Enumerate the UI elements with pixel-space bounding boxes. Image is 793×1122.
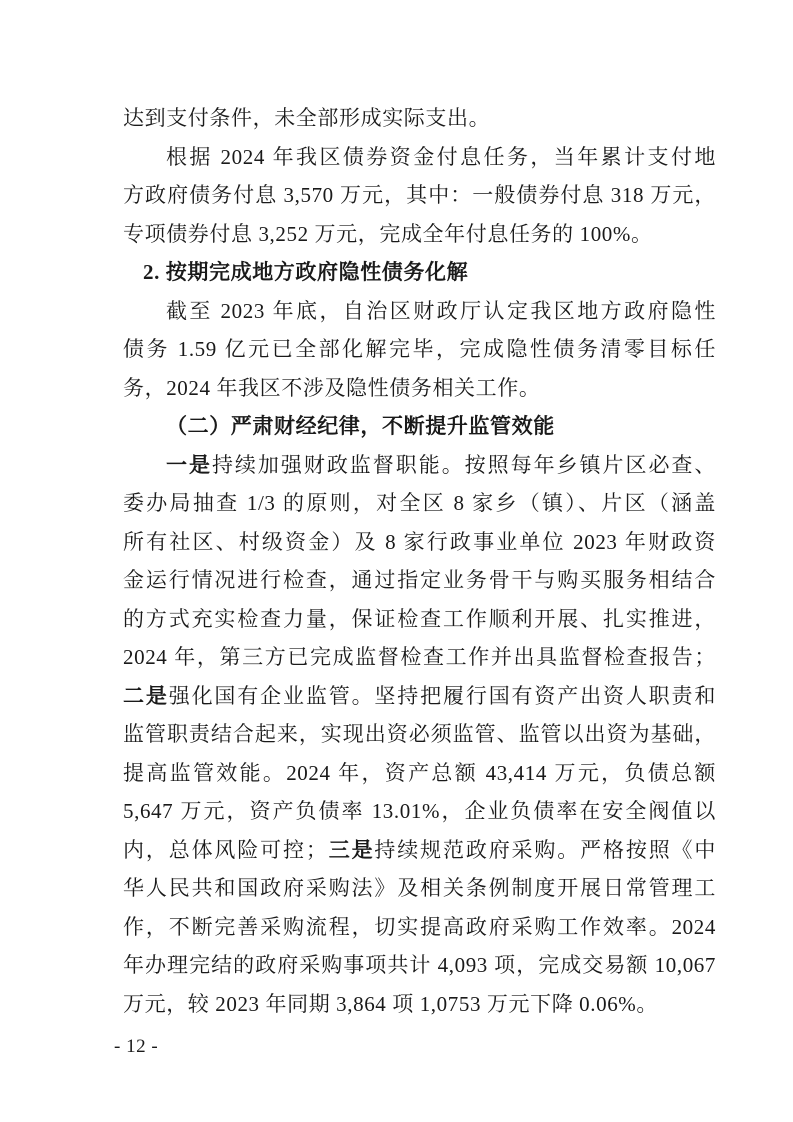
text-segment: 三是 xyxy=(327,837,375,862)
text-segment: 方政府债务付息 3,570 万元，其中：一般债券付息 318 万元， xyxy=(123,183,716,207)
text-line xyxy=(123,484,716,523)
text-segment: 专项债券付息 3,252 万元，完成全年付息任务的 100%。 xyxy=(123,221,653,246)
text-line xyxy=(123,638,716,677)
text-line xyxy=(123,138,716,177)
text-line xyxy=(123,523,716,562)
page-number: - 12 - xyxy=(114,1036,159,1057)
text-line xyxy=(123,99,716,138)
text-line xyxy=(123,677,716,716)
text-line xyxy=(123,754,716,793)
text-segment: 2024 年，第三方已完成监督检查工作并出具监督检查报告； xyxy=(123,645,716,669)
text-segment: 年办理完结的政府采购事项共计 4,093 项，完成交易额 10,067 xyxy=(123,953,716,977)
text-block xyxy=(123,99,716,1023)
text-segment: 截至 2023 年底，自治区财政厅认定我区地方政府隐性 xyxy=(166,298,716,323)
text-segment: 强化国有企业监管。坚持把履行国有资产出资人职责和 xyxy=(168,683,716,708)
text-line xyxy=(123,946,716,985)
text-segment: 5,647 万元，资产负债率 13.01%，企业负债率在安全阀值以 xyxy=(123,799,716,823)
text-segment: 二是 xyxy=(123,683,169,708)
text-line xyxy=(123,215,716,254)
text-segment: 达到支付条件，未全部形成实际支出。 xyxy=(123,106,491,130)
text-line xyxy=(123,985,716,1024)
text-line xyxy=(123,446,716,485)
text-segment: 的方式充实检查力量，保证检查工作顺利开展、扎实推进， xyxy=(123,606,716,631)
text-line xyxy=(123,330,716,369)
text-line xyxy=(123,831,716,870)
text-line xyxy=(123,292,716,331)
text-segment: 作，不断完善采购流程，切实提高政府采购工作效率。2024 xyxy=(123,914,716,939)
text-segment: 债务 1.59 亿元已全部化解完毕，完成隐性债务清零目标任 xyxy=(123,337,716,361)
text-segment: 持续加强财政监督职能。按照每年乡镇片区必查、 xyxy=(211,452,716,477)
text-segment: 万元，较 2023 年同期 3,864 项 1,0753 万元下降 0.06%。 xyxy=(123,991,658,1016)
text-segment: 内，总体风险可控； xyxy=(123,837,328,862)
text-segment: 所有社区、村级资金）及 8 家行政事业单位 2023 年财政资 xyxy=(123,529,716,554)
heading-line xyxy=(123,253,716,292)
text-segment: 委办局抽查 1/3 的原则，对全区 8 家乡（镇）、片区（涵盖 xyxy=(123,491,716,515)
text-segment: 金运行情况进行检查，通过指定业务骨干与购买服务相结合 xyxy=(123,568,716,592)
text-line xyxy=(123,792,716,831)
text-line xyxy=(123,176,716,215)
text-segment: 2. 按期完成地方政府隐性债务化解 xyxy=(143,260,469,284)
text-segment: 务，2024 年我区不涉及隐性债务相关工作。 xyxy=(123,375,541,400)
text-line xyxy=(123,908,716,947)
text-line xyxy=(123,600,716,639)
text-segment: 监管职责结合起来，实现出资必须监管、监管以出资为基础， xyxy=(123,722,716,746)
text-segment: 提高监管效能。2024 年，资产总额 43,414 万元，负债总额 xyxy=(123,760,716,785)
text-segment: 一是 xyxy=(166,452,212,477)
text-line xyxy=(123,715,716,754)
text-segment: （二）严肃财经纪律，不断提升监管效能 xyxy=(166,414,555,438)
text-segment: 华人民共和国政府采购法》及相关条例制度开展日常管理工 xyxy=(123,876,716,900)
text-segment: 根据 2024 年我区债券资金付息任务，当年累计支付地 xyxy=(166,144,716,169)
text-line xyxy=(123,869,716,908)
text-line xyxy=(123,561,716,600)
text-line xyxy=(123,369,716,408)
heading-line xyxy=(123,407,716,446)
text-segment: 持续规范政府采购。严格按照《中 xyxy=(374,837,716,862)
